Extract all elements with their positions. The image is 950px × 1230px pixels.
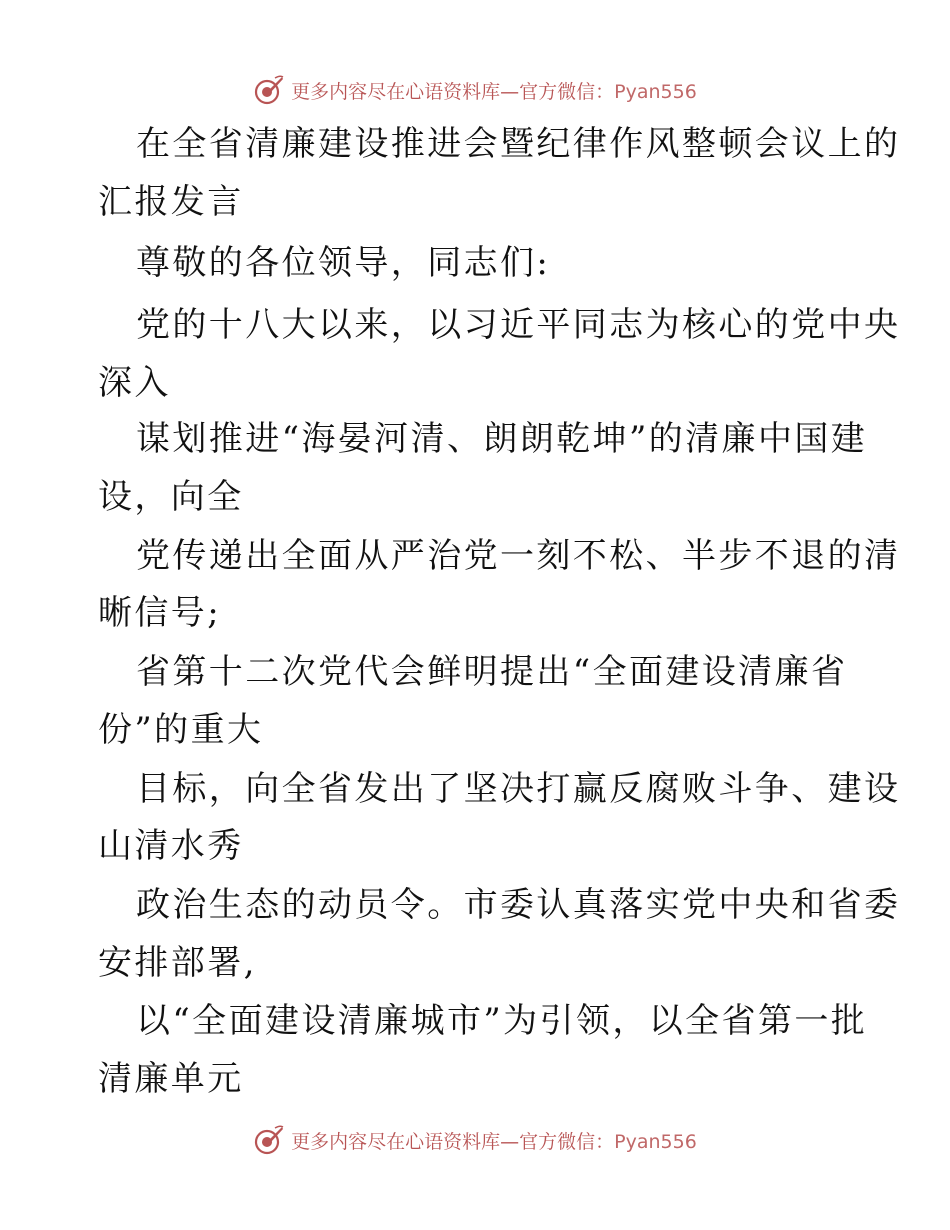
document-title-line-2: 汇报发言 [98,182,244,222]
paragraph-line: 党的十八大以来，以习近平同志为核心的党中央 [136,305,901,345]
paragraph-line: 晰信号; [98,593,222,633]
paragraph-line: 以“全面建设清廉城市”为引领，以全省第一批 [136,1001,868,1041]
paragraph-line: 山清水秀 [98,826,244,866]
footer-watermark [0,1120,950,1160]
paragraph-line: 省第十二次党代会鲜明提出“全面建设清廉省 [136,652,848,692]
paragraph-line: 设，向全 [98,477,244,517]
paragraph-line: 清廉单元 [98,1059,244,1099]
paragraph-line: 党传递出全面从严治党一刻不松、半步不退的清 [136,536,901,576]
paragraph-line: 安排部署, [98,943,257,983]
watermark-text: 更多内容尽在心语资料库—官方微信：Pyan556 [291,80,697,103]
paragraph-line: 份”的重大 [98,710,264,750]
salutation: 尊敬的各位领导，同志们: [136,243,551,283]
document-title-line-1: 在全省清廉建设推进会暨纪律作风整顿会议上的 [136,124,901,164]
header-watermark [0,70,950,110]
paragraph-line: 政治生态的动员令。市委认真落实党中央和省委 [136,885,901,925]
watermark-text: 更多内容尽在心语资料库—官方微信：Pyan556 [291,1130,697,1153]
paragraph-line: 深入 [98,363,171,403]
quill-seal-icon [253,1124,285,1156]
paragraph-line: 目标，向全省发出了坚决打赢反腐败斗争、建设 [136,769,901,809]
quill-seal-icon [253,74,285,106]
paragraph-line: 谋划推进“海晏河清、朗朗乾坤”的清廉中国建 [136,419,868,459]
